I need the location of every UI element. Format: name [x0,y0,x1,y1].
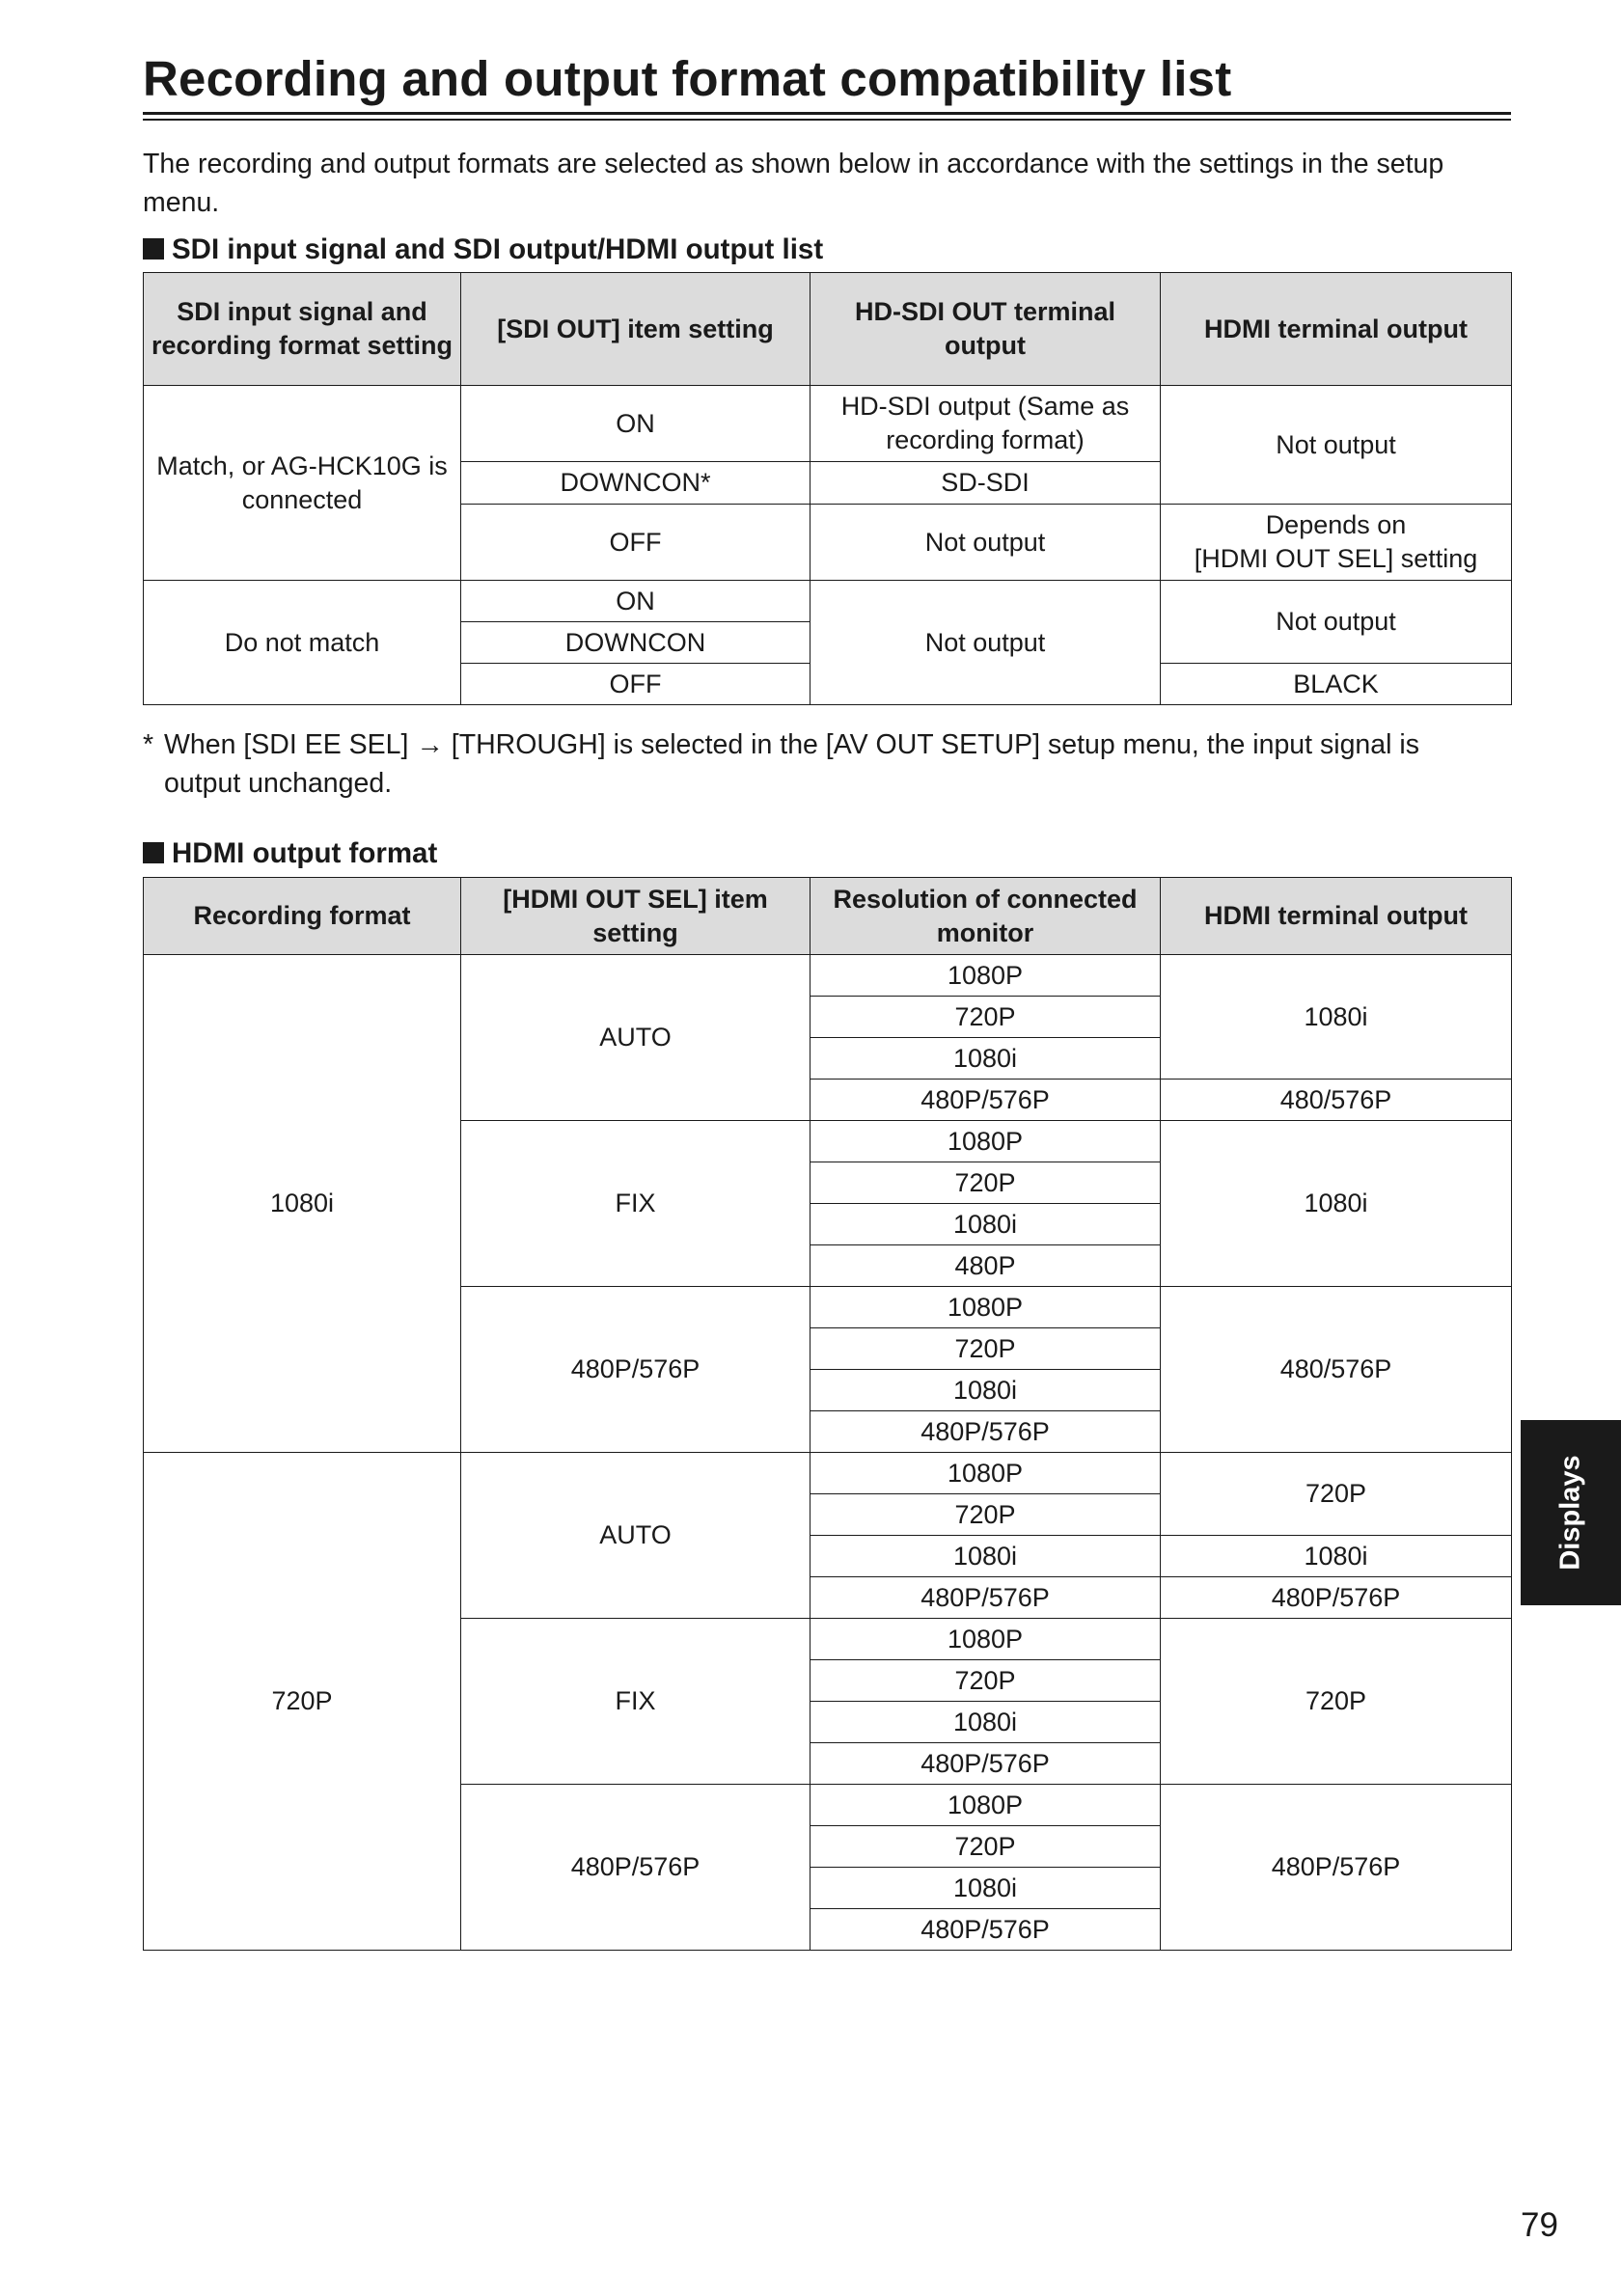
monitor-resolution-cell: 480P/576P [810,1909,1161,1951]
monitor-resolution-cell: 720P [810,1494,1161,1536]
hdmi-format-table [143,877,1512,1951]
table-cell: ON [461,581,810,622]
item-setting-cell: FIX [461,1619,810,1785]
title-rule-thin [143,119,1511,121]
column-header: [HDMI OUT SEL] item setting [461,878,810,955]
monitor-resolution-cell: 480P [810,1245,1161,1287]
page-title: Recording and output format compatibility list [143,51,1232,106]
table-cell [1161,505,1512,581]
monitor-resolution-cell: 1080P [810,1785,1161,1826]
item-setting-cell: FIX [461,1121,810,1287]
hdmi-output-cell: 480P/576P [1161,1785,1512,1951]
hdmi-output-cell: 480/576P [1161,1287,1512,1453]
table-cell: DOWNCON [461,622,810,664]
monitor-resolution-cell: 1080i [810,1038,1161,1080]
table-cell: Not output [810,581,1161,705]
hdmi-output-cell: 1080i [1161,955,1512,1080]
monitor-resolution-cell: 1080i [810,1370,1161,1411]
sdi-output-table [143,272,1512,705]
monitor-resolution-cell: 1080i [810,1702,1161,1743]
table-header-row [144,273,1512,386]
footnote [143,725,1511,803]
table-row [144,1453,1512,1494]
table-cell: Do not match [144,581,461,705]
section-heading-text: HDMI output format [172,837,438,869]
footnote-line: output unchanged. [164,768,393,799]
hdmi-output-cell: 480/576P [1161,1080,1512,1121]
column-header: Recording format [144,878,461,955]
cell-line: [HDMI OUT SEL] setting [1194,544,1478,573]
footnote-line: When [SDI EE SEL] → [THROUGH] is selected in the [AV OUT SETUP] setup menu, the input signal is [164,729,1419,760]
column-header: HDMI terminal output [1161,878,1512,955]
table-cell: SD-SDI [810,462,1161,505]
monitor-resolution-cell: 720P [810,1660,1161,1702]
hdmi-output-cell: 1080i [1161,1536,1512,1577]
table-cell: Match, or AG-HCK10G is connected [144,386,461,581]
square-bullet-icon [143,842,164,863]
table-cell: Not output [810,505,1161,581]
table-cell: ON [461,386,810,462]
footnote-mark: * [143,729,154,760]
item-setting-cell: AUTO [461,1453,810,1619]
table-cell: Not output [1161,581,1512,664]
monitor-resolution-cell: 1080P [810,1121,1161,1162]
table-cell: DOWNCON* [461,462,810,505]
monitor-resolution-cell: 480P/576P [810,1080,1161,1121]
section-heading-hdmi [143,837,437,870]
monitor-resolution-cell: 720P [810,1162,1161,1204]
cell-line: Depends on [1265,510,1407,539]
table-row [144,955,1512,997]
table-header-row [144,878,1512,955]
table-cell: Not output [1161,386,1512,505]
monitor-resolution-cell: 720P [810,1328,1161,1370]
page-number: 79 [1521,2206,1558,2244]
monitor-resolution-cell: 480P/576P [810,1743,1161,1785]
table-cell: BLACK [1161,664,1512,705]
side-tab-label: Displays [1554,1455,1586,1571]
section-heading-sdi [143,233,823,266]
hdmi-output-cell: 720P [1161,1453,1512,1536]
section-side-tab [1521,1420,1621,1605]
item-setting-cell: 480P/576P [461,1287,810,1453]
section-heading-text: SDI input signal and SDI output/HDMI output list [172,233,824,265]
column-header: HDMI terminal output [1161,273,1512,386]
intro-paragraph: The recording and output formats are selected as shown below in accordance with the settings in the setup menu. [143,149,1444,218]
monitor-resolution-cell: 1080P [810,1287,1161,1328]
column-header: SDI input signal and recording format setting [144,273,461,386]
monitor-resolution-cell: 720P [810,997,1161,1038]
recording-format-cell: 1080i [144,955,461,1453]
table-row [144,386,1512,462]
item-setting-cell: AUTO [461,955,810,1121]
recording-format-cell: 720P [144,1453,461,1951]
table-cell: OFF [461,664,810,705]
monitor-resolution-cell: 1080i [810,1204,1161,1245]
item-setting-cell: 480P/576P [461,1785,810,1951]
column-header: HD-SDI OUT terminal output [810,273,1161,386]
hdmi-output-cell: 720P [1161,1619,1512,1785]
title-rule [143,112,1511,115]
monitor-resolution-cell: 1080P [810,1619,1161,1660]
column-header: [SDI OUT] item setting [461,273,810,386]
monitor-resolution-cell: 720P [810,1826,1161,1868]
column-header: Resolution of connected monitor [810,878,1161,955]
monitor-resolution-cell: 480P/576P [810,1577,1161,1619]
monitor-resolution-cell: 1080i [810,1536,1161,1577]
hdmi-output-cell: 480P/576P [1161,1577,1512,1619]
table-cell: HD-SDI output (Same as recording format) [810,386,1161,462]
monitor-resolution-cell: 1080i [810,1868,1161,1909]
monitor-resolution-cell: 1080P [810,955,1161,997]
monitor-resolution-cell: 480P/576P [810,1411,1161,1453]
monitor-resolution-cell: 1080P [810,1453,1161,1494]
hdmi-output-cell: 1080i [1161,1121,1512,1287]
table-row [144,581,1512,622]
table-cell: OFF [461,505,810,581]
square-bullet-icon [143,238,164,260]
